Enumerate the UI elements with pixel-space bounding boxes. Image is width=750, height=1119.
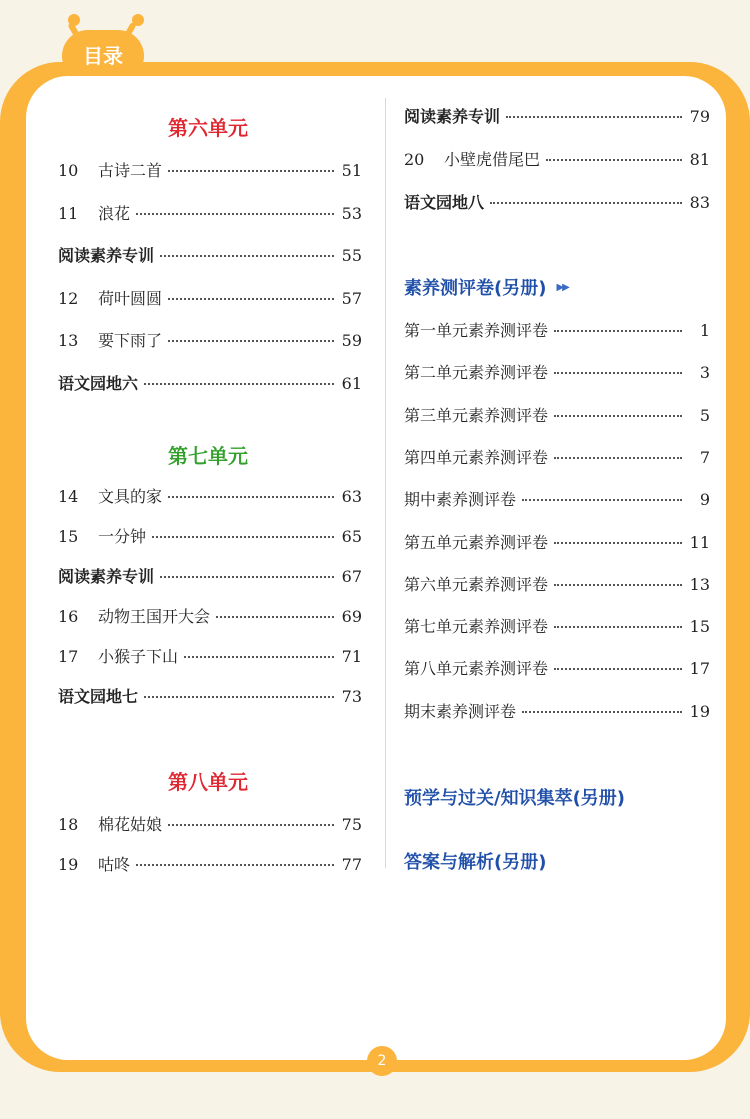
entry-page-number: 77 <box>341 855 362 874</box>
dot-leader <box>184 656 334 658</box>
double-arrow-icon: ▶▶ <box>556 281 568 293</box>
entry-number: 13 <box>58 331 79 350</box>
toc-entry <box>58 644 362 670</box>
entry-title: 动物王国开大会 <box>98 607 211 626</box>
assessment-section-heading <box>404 274 568 300</box>
page-number: 2 <box>367 1046 397 1076</box>
entry-number: 12 <box>58 288 79 308</box>
column-divider <box>385 98 386 868</box>
toc-entry <box>58 158 362 184</box>
entry-page-number: 59 <box>341 331 362 350</box>
unit-7-title: 第七单元 <box>168 444 248 468</box>
entry-page-number: 17 <box>689 659 710 679</box>
dot-leader <box>168 170 334 172</box>
toc-entry <box>58 524 362 550</box>
toc-entry <box>404 360 710 386</box>
entry-page-number: 71 <box>341 647 362 666</box>
entry-page-number: 69 <box>341 607 362 626</box>
dot-leader <box>554 626 682 628</box>
toc-entry <box>58 604 362 630</box>
dot-leader <box>168 824 334 826</box>
dot-leader <box>490 202 682 204</box>
toc-entry <box>58 852 362 878</box>
toc-entry <box>58 328 362 354</box>
dot-leader <box>136 864 334 866</box>
unit-8-title: 第八单元 <box>168 770 248 794</box>
toc-entry <box>58 684 362 710</box>
entry-page-number: 73 <box>341 687 362 706</box>
dot-leader <box>546 159 682 161</box>
entry-title: 咕咚 <box>98 855 131 874</box>
entry-title: 第六单元素养测评卷 <box>404 574 549 594</box>
preview-section-heading: 预学与过关/知识集萃(另册) <box>404 788 626 809</box>
toc-entry <box>404 104 710 130</box>
entry-page-number: 57 <box>341 288 362 308</box>
assessment-section-title: 素养测评卷(另册) <box>404 278 547 299</box>
entry-title: 阅读素养专训 <box>58 567 155 586</box>
entry-number: 17 <box>58 647 79 666</box>
dot-leader <box>168 298 334 300</box>
entry-title: 期中素养测评卷 <box>404 490 517 510</box>
entry-page-number: 11 <box>689 532 710 552</box>
entry-page-number: 15 <box>689 617 710 637</box>
toc-entry <box>58 484 362 510</box>
entry-title: 第一单元素养测评卷 <box>404 321 549 340</box>
entry-page-number: 3 <box>699 363 710 383</box>
dot-leader <box>144 383 334 385</box>
dot-leader <box>152 536 334 538</box>
entry-number: 18 <box>58 815 79 834</box>
entry-title: 荷叶圆圆 <box>98 288 163 308</box>
entry-page-number: 5 <box>699 405 710 425</box>
dot-leader <box>522 499 682 501</box>
dot-leader <box>168 496 334 498</box>
entry-title: 文具的家 <box>98 487 163 506</box>
toc-entry <box>404 403 710 429</box>
dot-leader <box>522 711 682 713</box>
entry-page-number: 9 <box>699 490 710 510</box>
toc-entry <box>58 286 362 312</box>
entry-page-number: 61 <box>341 373 362 393</box>
entry-title: 一分钟 <box>98 527 147 546</box>
antenna-left-ball-decoration <box>68 14 80 26</box>
toc-entry <box>58 371 362 397</box>
dot-leader <box>136 213 334 215</box>
entry-title: 语文园地六 <box>58 373 139 393</box>
entry-title: 语文园地八 <box>404 193 485 212</box>
toc-entry <box>58 564 362 590</box>
antenna-right-ball-decoration <box>132 14 144 26</box>
entry-page-number: 63 <box>341 487 362 506</box>
dot-leader <box>554 584 682 586</box>
dot-leader <box>160 255 334 257</box>
toc-entry <box>404 190 710 216</box>
toc-entry <box>58 812 362 838</box>
dot-leader <box>554 457 682 459</box>
unit-6-title: 第六单元 <box>168 116 248 140</box>
entry-title: 阅读素养专训 <box>58 246 155 265</box>
dot-leader <box>216 616 334 618</box>
entry-title: 第二单元素养测评卷 <box>404 363 549 383</box>
entry-page-number: 79 <box>689 107 710 126</box>
answers-section-heading: 答案与解析(另册) <box>404 852 547 873</box>
entry-page-number: 81 <box>689 150 710 169</box>
toc-entry <box>404 530 710 556</box>
entry-page-number: 51 <box>341 161 362 180</box>
entry-title: 第五单元素养测评卷 <box>404 532 549 552</box>
entry-title: 浪花 <box>98 203 131 223</box>
entry-page-number: 7 <box>699 447 710 467</box>
entry-page-number: 67 <box>341 567 362 586</box>
entry-page-number: 55 <box>341 246 362 265</box>
entry-title: 阅读素养专训 <box>404 107 501 126</box>
entry-page-number: 75 <box>341 815 362 834</box>
entry-title: 小壁虎借尾巴 <box>444 150 541 169</box>
toc-entry <box>404 699 710 725</box>
toc-entry <box>404 614 710 640</box>
entry-page-number: 13 <box>689 574 710 594</box>
dot-leader <box>554 415 682 417</box>
dot-leader <box>168 340 334 342</box>
toc-entry <box>404 572 710 598</box>
entry-title: 第七单元素养测评卷 <box>404 617 549 637</box>
entry-number: 16 <box>58 607 79 626</box>
entry-number: 15 <box>58 527 79 546</box>
toc-entry <box>404 318 710 344</box>
entry-title: 期末素养测评卷 <box>404 701 517 721</box>
toc-entry <box>404 445 710 471</box>
header-label: 目录 <box>83 44 123 68</box>
entry-page-number: 83 <box>689 193 710 212</box>
entry-page-number: 19 <box>689 701 710 721</box>
entry-page-number: 1 <box>699 321 710 340</box>
entry-title: 古诗二首 <box>98 161 163 180</box>
entry-title: 要下雨了 <box>98 331 163 350</box>
entry-title: 棉花姑娘 <box>98 815 163 834</box>
entry-number: 11 <box>58 203 79 223</box>
entry-number: 20 <box>404 150 425 169</box>
entry-title: 第三单元素养测评卷 <box>404 405 549 425</box>
entry-number: 10 <box>58 161 79 180</box>
dot-leader <box>554 330 682 332</box>
entry-page-number: 53 <box>341 203 362 223</box>
dot-leader <box>506 116 682 118</box>
entry-title: 语文园地七 <box>58 687 139 706</box>
toc-entry <box>58 201 362 227</box>
toc-entry <box>58 243 362 269</box>
dot-leader <box>160 576 334 578</box>
dot-leader <box>554 372 682 374</box>
toc-entry <box>404 656 710 682</box>
dot-leader <box>554 542 682 544</box>
toc-entry <box>404 487 710 513</box>
dot-leader <box>144 696 334 698</box>
entry-title: 第四单元素养测评卷 <box>404 447 549 467</box>
toc-entry <box>404 147 710 173</box>
entry-title: 第八单元素养测评卷 <box>404 659 549 679</box>
entry-number: 14 <box>58 487 79 506</box>
dot-leader <box>554 668 682 670</box>
entry-number: 19 <box>58 855 79 874</box>
entry-title: 小猴子下山 <box>98 647 179 666</box>
entry-page-number: 65 <box>341 527 362 546</box>
